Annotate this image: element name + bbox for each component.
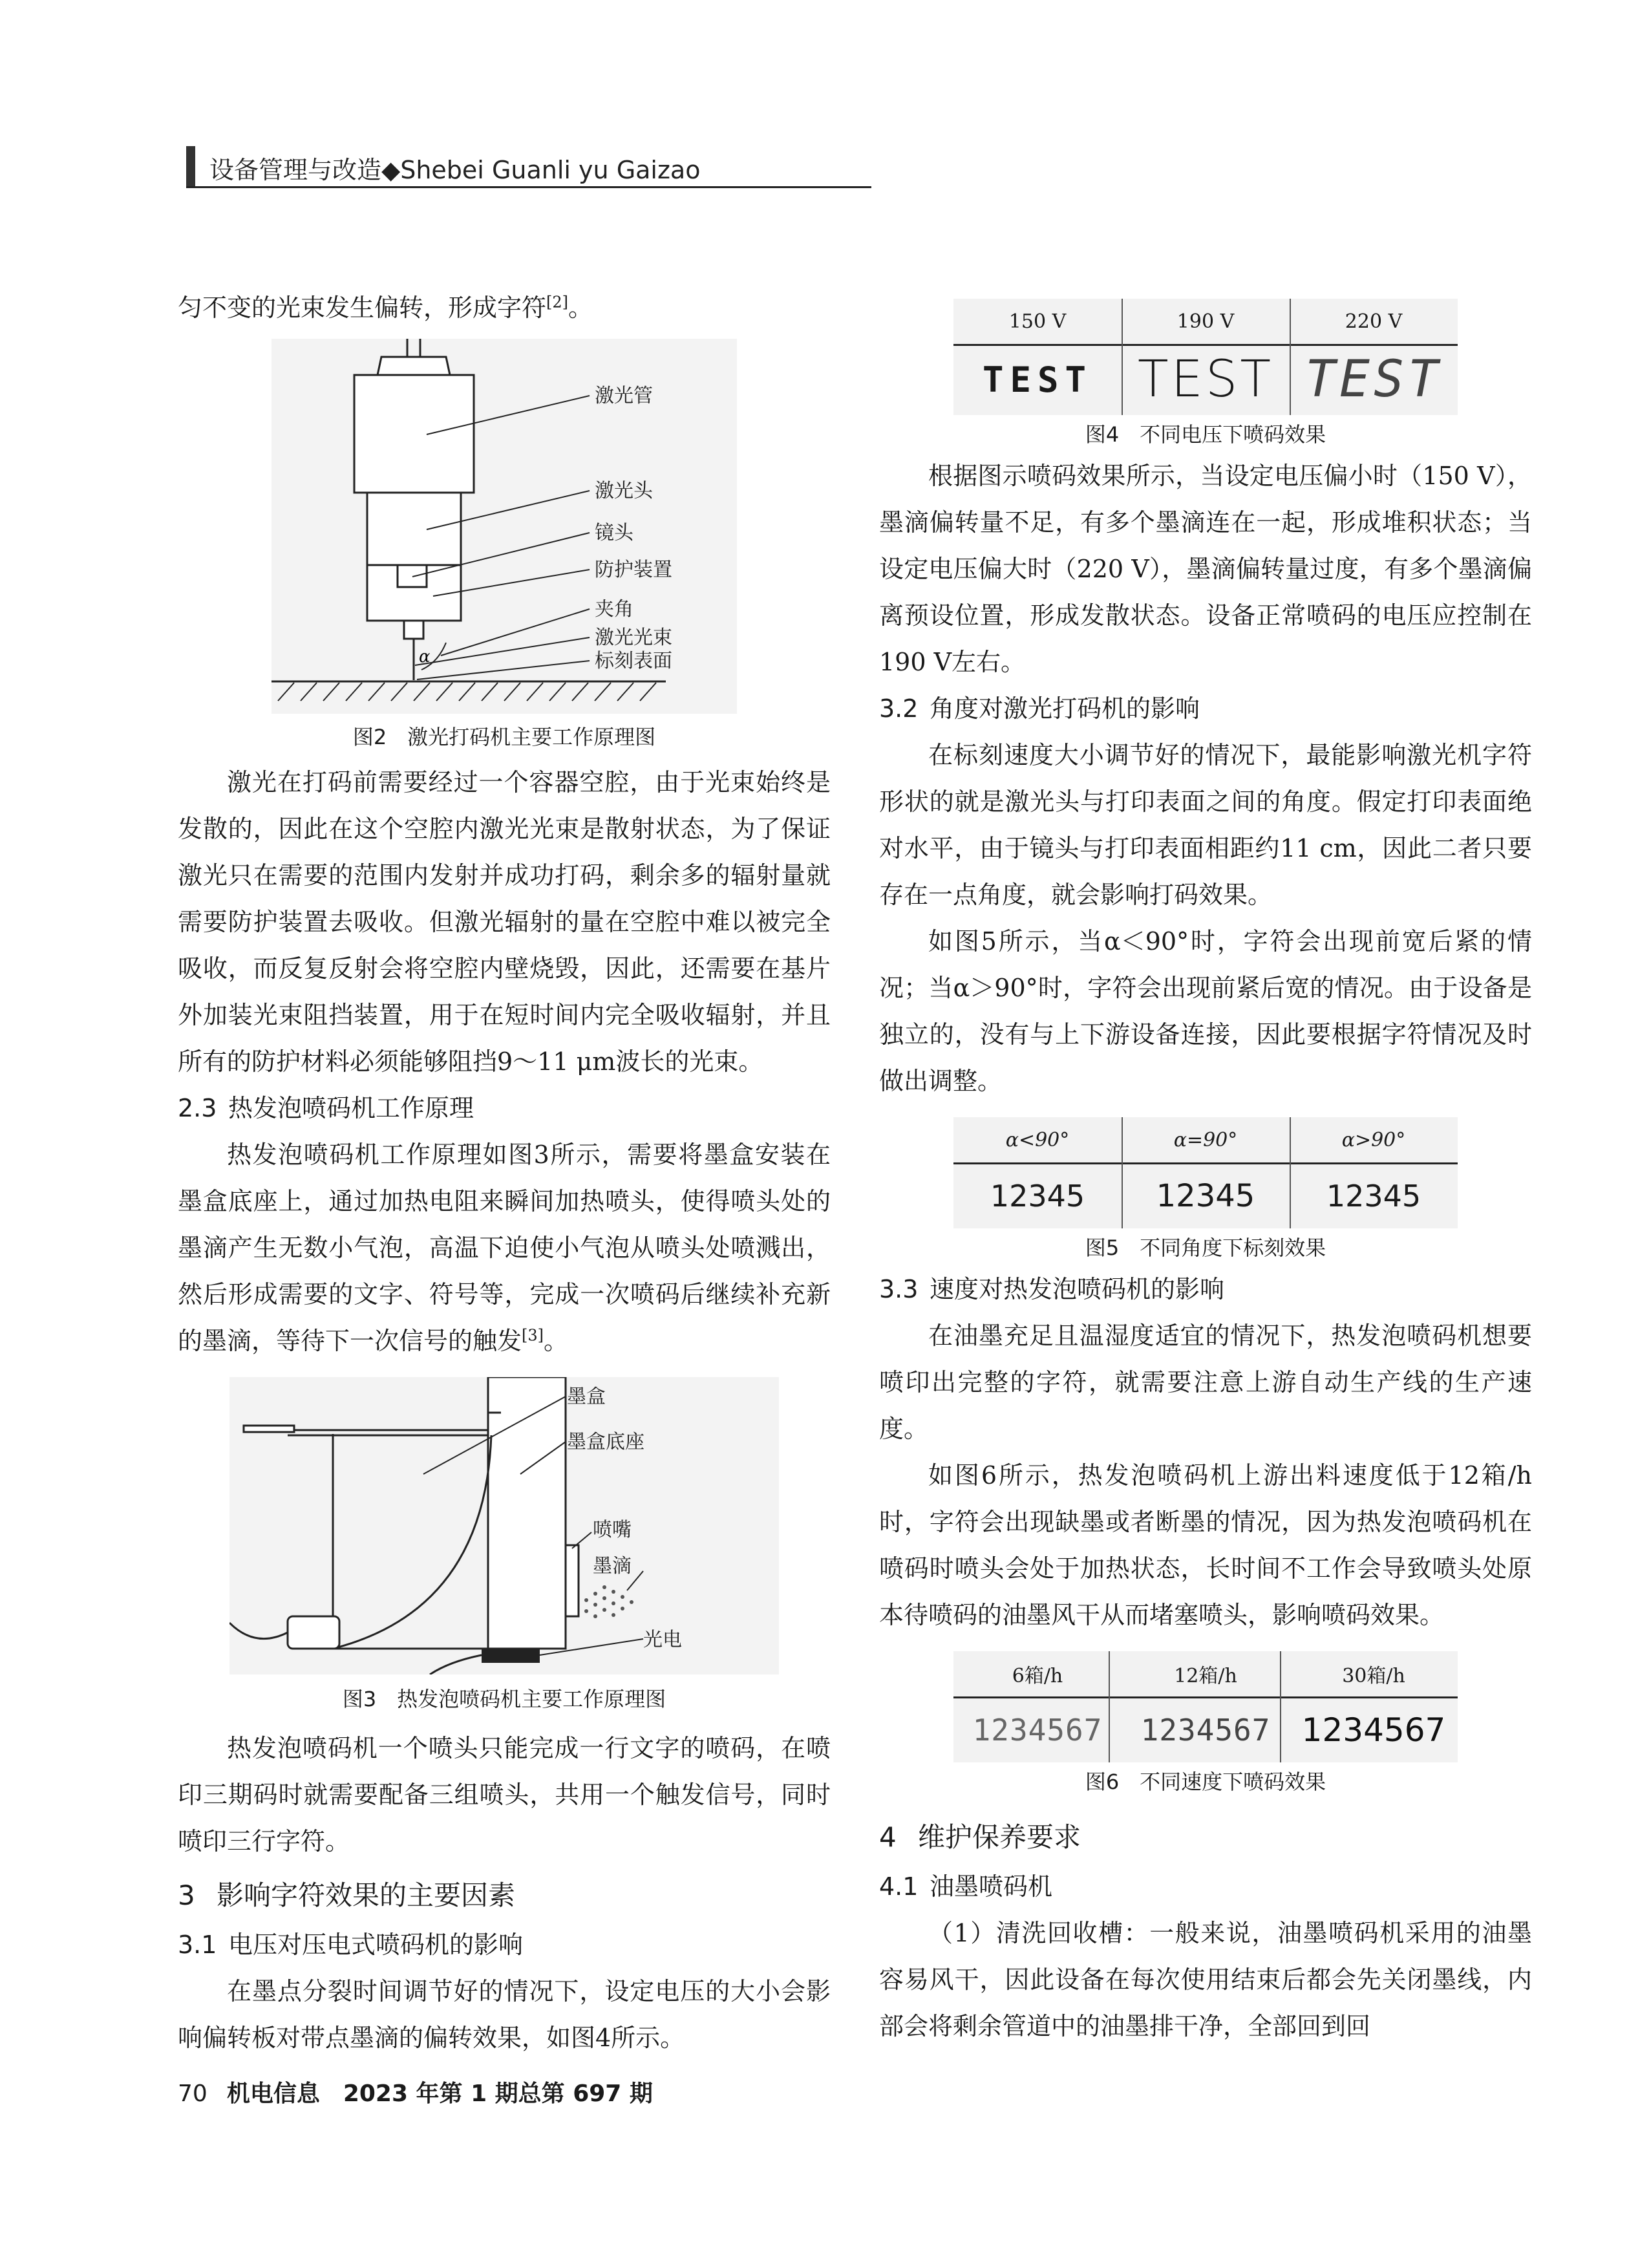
paragraph-9: 如图6所示，热发泡喷码机上游出料速度低于12箱/h时，字符会出现缺墨或者断墨的情况，因为热发泡喷码机在喷码时喷头会处于加热状态，长时间不工作会导致喷头处原本待喷码的油墨风干从而堵塞喷头，影响喷码效果。 bbox=[879, 1461, 1532, 1629]
label-nozzle: 喷嘴 bbox=[593, 1519, 632, 1541]
paragraph-5: 根据图示喷码效果所示，当设定电压偏小时（150 V），墨滴偏转量不足，有多个墨滴连在一起，形成堆积状态；当设定电压偏大时（220 V），墨滴偏转量过度，有多个墨滴偏离预设位置，形成发散状态。设备正常喷码的电压应控制在190 V左右。 bbox=[879, 462, 1532, 676]
figure-6-speed-table bbox=[953, 1651, 1458, 1762]
heading-3-3: 3.3 速度对热发泡喷码机的影响 bbox=[879, 1275, 1225, 1303]
fig4-header-190v: 190 V bbox=[1176, 310, 1235, 333]
paragraph-8: 在油墨充足且温湿度适宜的情况下，热发泡喷码机想要喷印出完整的字符，就需要注意上游自动生产线的生产速度。 bbox=[879, 1321, 1532, 1443]
paragraph-3: 热发泡喷码机一个喷头只能完成一行文字的喷码，在喷印三期码时就需要配备三组喷头，共用一个触发信号，同时喷印三行字符。 bbox=[178, 1734, 831, 1856]
fig4-sample-row bbox=[953, 350, 1458, 409]
label-marking-surface: 标刻表面 bbox=[595, 650, 672, 672]
heading-4: 4 维护保养要求 bbox=[879, 1821, 1081, 1853]
figure-4-voltage-table bbox=[953, 299, 1458, 415]
page-footer bbox=[178, 2075, 653, 2108]
label-laser-tube: 激光管 bbox=[595, 385, 653, 407]
fig5-header-row bbox=[953, 1117, 1458, 1162]
fig6-header-6: 6箱/h bbox=[1012, 1665, 1063, 1687]
paragraph-2: 热发泡喷码机工作原理如图3所示，需要将墨盒安装在墨盒底座上，通过加热电阻来瞬间加热喷头，使得喷头处的墨滴产生无数小气泡，高温下迫使小气泡从喷头处喷溅出，然后形成需要的文字、符号等，完成一次喷码后继续补充新的墨滴，等待下一次信号的触发[3]。 bbox=[178, 1140, 831, 1355]
fig5-header-eq90: α=90° bbox=[1173, 1128, 1238, 1151]
paragraph-6: 在标刻速度大小调节好的情况下，最能影响激光机字符形状的就是激光头与打印表面之间的角度。假定打印表面绝对水平，由于镜头与打印表面相距约11 cm，因此二者只要存在一点角度，就会影响打码效果。 bbox=[879, 741, 1532, 909]
fig5-sample-row bbox=[953, 1168, 1458, 1225]
header-title: 设备管理与改造◆Shebei Guanli yu Gaizao bbox=[209, 156, 701, 184]
fig6-sample-12: 1234567 bbox=[1140, 1713, 1271, 1748]
fig5-header-lt90: α<90° bbox=[1005, 1128, 1070, 1151]
figure-2-caption: 图2 激光打码机主要工作原理图 bbox=[352, 725, 656, 749]
figure-5-caption: 图5 不同角度下标刻效果 bbox=[1085, 1236, 1326, 1260]
fig5-sample-lt90: 12345 bbox=[990, 1179, 1085, 1214]
fig4-sample-150v: TEST bbox=[982, 359, 1093, 400]
header-rule bbox=[186, 186, 871, 188]
page-number: 70 bbox=[178, 2081, 207, 2107]
figure-3-thermal-inkjet-diagram bbox=[229, 1377, 779, 1674]
fig4-sample-190v: TEST bbox=[1137, 350, 1274, 409]
fig6-header-12: 12箱/h bbox=[1174, 1665, 1237, 1687]
fig5-header-gt90: α>90° bbox=[1341, 1128, 1406, 1151]
running-header bbox=[186, 144, 871, 189]
fig4-header-220v: 220 V bbox=[1345, 310, 1403, 333]
paragraph-1: 激光在打码前需要经过一个容器空腔，由于光束始终是发散的，因此在这个空腔内激光光束是散射状态，为了保证激光只在需要的范围内发射并成功打码，剩余多的辐射量就需要防护装置去吸收。但激光辐射的量在空腔中难以被完全吸收，而反复反射会将空腔内壁烧毁，因此，还需要在基片外加装光束阻挡装置，用于在短时间内完全吸收辐射，并且所有的防护材料必须能够阻挡9～11 μm波长的光束。 bbox=[178, 768, 831, 1076]
figure-2-laser-diagram bbox=[271, 339, 737, 714]
lens-shape bbox=[398, 565, 427, 587]
laser-tube-shape bbox=[354, 375, 474, 493]
figure-3-caption: 图3 热发泡喷码机主要工作原理图 bbox=[342, 1687, 666, 1711]
figure-4-caption: 图4 不同电压下喷码效果 bbox=[1085, 422, 1326, 447]
label-angle: 夹角 bbox=[595, 598, 633, 621]
header-bar bbox=[186, 146, 195, 186]
label-laser-beam: 激光光束 bbox=[595, 626, 672, 649]
paragraph-4: 在墨点分裂时间调节好的情况下，设定电压的大小会影响偏转板对带点墨滴的偏转效果，如图4所示。 bbox=[178, 1977, 831, 2052]
laser-diagram-svg bbox=[271, 339, 737, 714]
label-protection-device: 防护装置 bbox=[595, 559, 672, 581]
fig6-sample-6: 1234567 bbox=[972, 1713, 1103, 1748]
fig5-header-rule bbox=[953, 1162, 1458, 1164]
heading-3: 3 影响字符效果的主要因素 bbox=[178, 1879, 516, 1911]
fig6-header-rule bbox=[953, 1696, 1458, 1698]
figure-6-caption: 图6 不同速度下喷码效果 bbox=[1085, 1770, 1326, 1794]
journal-info: 机电信息 2023 年第 1 期总第 697 期 bbox=[226, 2081, 653, 2107]
heading-3-1: 3.1 电压对压电式喷码机的影响 bbox=[178, 1931, 524, 1959]
fig6-sample-30: 1234567 bbox=[1301, 1711, 1446, 1749]
laser-head-shape bbox=[367, 493, 461, 565]
fig4-header-row bbox=[953, 299, 1458, 344]
label-photoelectric: 光电 bbox=[643, 1629, 682, 1651]
fig6-sample-row bbox=[953, 1702, 1458, 1759]
fig4-header-rule bbox=[953, 344, 1458, 346]
paragraph-continued: 匀不变的光束发生偏转，形成字符[2]。 bbox=[178, 293, 593, 322]
paragraph-7: 如图5所示，当α＜90°时，字符会出现前宽后紧的情况；当α＞90°时，字符会出现前紧后宽的情况。由于设备是独立的，没有与上下游设备连接，因此要根据字符情况及时做出调整。 bbox=[879, 927, 1532, 1095]
fig4-sample-220v: TEST bbox=[1305, 350, 1442, 409]
fig5-sample-gt90: 12345 bbox=[1326, 1179, 1421, 1214]
label-lens: 镜头 bbox=[595, 522, 633, 544]
label-cartridge-base: 墨盒底座 bbox=[567, 1431, 644, 1453]
fig4-header-150v: 150 V bbox=[1008, 310, 1067, 333]
angle-alpha-label: α bbox=[419, 647, 431, 667]
figure-5-angle-table bbox=[953, 1117, 1458, 1228]
heading-3-2: 3.2 角度对激光打码机的影响 bbox=[879, 694, 1200, 723]
label-ink-drop: 墨滴 bbox=[593, 1555, 632, 1578]
label-ink-cartridge: 墨盒 bbox=[567, 1385, 606, 1408]
right-column bbox=[879, 284, 1532, 2049]
heading-2-3: 2.3 热发泡喷码机工作原理 bbox=[178, 1094, 474, 1122]
fig6-header-30: 30箱/h bbox=[1342, 1665, 1405, 1687]
thermal-inkjet-svg bbox=[229, 1377, 779, 1674]
left-column bbox=[178, 284, 831, 2061]
fig5-sample-eq90: 12345 bbox=[1156, 1178, 1255, 1214]
label-laser-head: 激光头 bbox=[595, 480, 653, 502]
fig6-header-row bbox=[953, 1651, 1458, 1696]
heading-4-1: 4.1 油墨喷码机 bbox=[879, 1872, 1053, 1901]
paragraph-10: （1）清洗回收槽：一般来说，油墨喷码机采用的油墨容易风干，因此设备在每次使用结束后都会先关闭墨线，内部会将剩余管道中的油墨排干净，全部回到回 bbox=[879, 1919, 1532, 2040]
